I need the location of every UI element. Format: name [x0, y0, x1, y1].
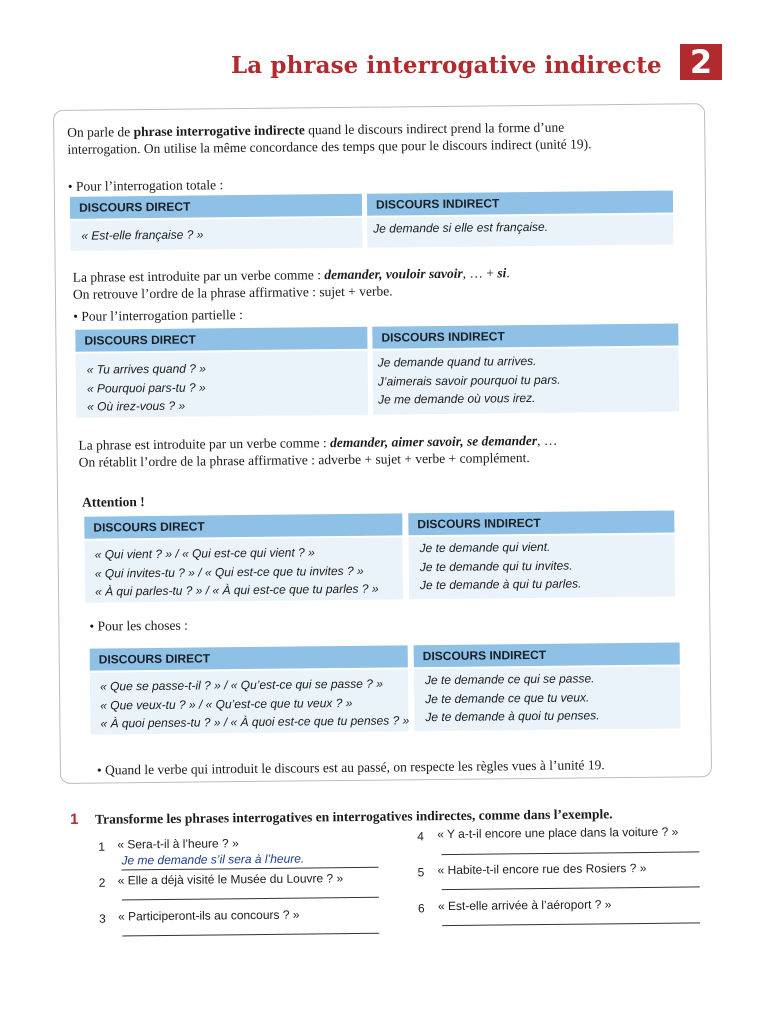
rule-partielle-line-1: La phrase est introduite par un verbe comme : demander, aimer savoir, se demander, … — [78, 432, 558, 453]
header-discours-indirect: DISCOURS INDIRECT — [408, 511, 674, 536]
example-indirect: Je te demande à qui tu parles. — [419, 576, 582, 593]
final-note: • Quand le verbe qui introduit le discours est au passé, on respecte les règles vues à l’unité 19. — [96, 757, 605, 778]
answer-line[interactable] — [441, 851, 699, 855]
item-question: « Participeront-ils au concours ? » — [117, 907, 300, 924]
rule-totale-line-2: On retrouve l’ordre de la phrase affirmative : sujet + verbe. — [72, 283, 393, 302]
unit-number-badge: 2 — [680, 44, 722, 80]
item-question: « Habite-t-il encore rue des Rosiers ? » — [437, 860, 647, 878]
header-discours-direct: DISCOURS DIRECT — [70, 194, 362, 219]
item-number: 4 — [417, 829, 425, 844]
example-direct: « Où irez-vous ? » — [87, 398, 186, 414]
exercise-number: 1 — [69, 810, 79, 828]
example-answer: Je me demande s’il sera à l’heure. — [121, 851, 305, 868]
item-question: « Elle a déjà visité le Musée du Louvre ? » — [117, 871, 344, 888]
example-direct: « Qui invites-tu ? » / « Qui est-ce que tu invites ? » — [94, 563, 364, 581]
page-title: La phrase interrogative indirecte — [231, 52, 662, 79]
section-label-partielle: • Pour l’interrogation partielle : — [73, 307, 243, 324]
header-discours-indirect: DISCOURS INDIRECT — [367, 191, 673, 216]
example-indirect: Je te demande qui tu invites. — [419, 558, 573, 574]
header-discours-indirect: DISCOURS INDIRECT — [372, 323, 678, 348]
intro-line-1: On parle de phrase interrogative indirecte quand le discours indirect prend la forme d’une — [67, 119, 565, 140]
item-question: « Est-elle arrivée à l’aéroport ? » — [437, 897, 612, 914]
example-direct: « Que se passe-t-il ? » / « Qu’est-ce qui se passe ? » — [99, 676, 383, 694]
example-indirect: Je me demande où vous irez. — [377, 390, 536, 407]
example-direct: « À quoi penses-tu ? » / « À quoi est-ce que tu penses ? » — [100, 713, 410, 731]
example-indirect: Je te demande qui vient. — [419, 539, 551, 556]
section-label-totale: • Pour l’interrogation totale : — [67, 177, 224, 194]
example-indirect: Je te demande ce qui se passe. — [424, 671, 595, 688]
example-direct: « Qui vient ? » / « Qui est-ce qui vient ? » — [94, 545, 315, 562]
exercise-instruction: Transforme les phrases interrogatives en interrogatives indirectes, comme dans l’exemple. — [94, 806, 613, 827]
item-number: 3 — [99, 911, 106, 926]
item-question: « Sera-t-il à l’heure ? » — [117, 836, 239, 852]
item-number: 2 — [98, 875, 106, 890]
item-question: « Y a-t-il encore une place dans la voiture ? » — [437, 824, 679, 842]
example-indirect: Je demande si elle est française. — [373, 219, 549, 236]
answer-line[interactable] — [442, 886, 700, 890]
example-indirect: Je demande quand tu arrives. — [377, 353, 537, 370]
example-direct: « Pourquoi pars-tu ? » — [86, 379, 206, 396]
answer-line[interactable] — [122, 897, 379, 901]
example-direct: « Que veux-tu ? » / « Qu’est-ce que tu veux ? » — [100, 695, 353, 713]
intro-line-2: interrogation. On utilise la même concordance des temps que pour le discours indirect (unité 19). — [67, 136, 592, 157]
answer-line[interactable] — [442, 922, 700, 926]
rule-totale-line-1: La phrase est introduite par un verbe comme : demander, vouloir savoir, … + si. — [72, 265, 510, 285]
attention-heading: Attention ! — [82, 494, 145, 510]
header-discours-direct: DISCOURS DIRECT — [75, 327, 367, 352]
example-direct: « Tu arrives quand ? » — [86, 361, 206, 377]
example-indirect: Je te demande à quoi tu penses. — [425, 708, 600, 725]
item-number: 6 — [417, 901, 425, 916]
answer-line[interactable] — [122, 933, 379, 937]
rule-partielle-line-2: On rétablit l’ordre de la phrase affirmative : adverbe + sujet + verbe + complément. — [78, 450, 530, 470]
example-indirect: J’aimerais savoir pourquoi tu pars. — [377, 372, 561, 389]
header-discours-indirect: DISCOURS INDIRECT — [414, 642, 680, 667]
example-direct: « À qui parles-tu ? » / « À qui est-ce que tu parles ? » — [94, 581, 379, 599]
item-number: 1 — [98, 839, 106, 854]
answer-line[interactable] — [122, 867, 379, 871]
item-number: 5 — [417, 865, 425, 880]
example-indirect: Je te demande ce que tu veux. — [425, 689, 590, 706]
header-discours-direct: DISCOURS DIRECT — [90, 645, 408, 670]
section-label-choses: • Pour les choses : — [89, 617, 188, 634]
header-discours-direct: DISCOURS DIRECT — [84, 513, 402, 538]
example-direct: « Est-elle française ? » — [81, 227, 204, 243]
